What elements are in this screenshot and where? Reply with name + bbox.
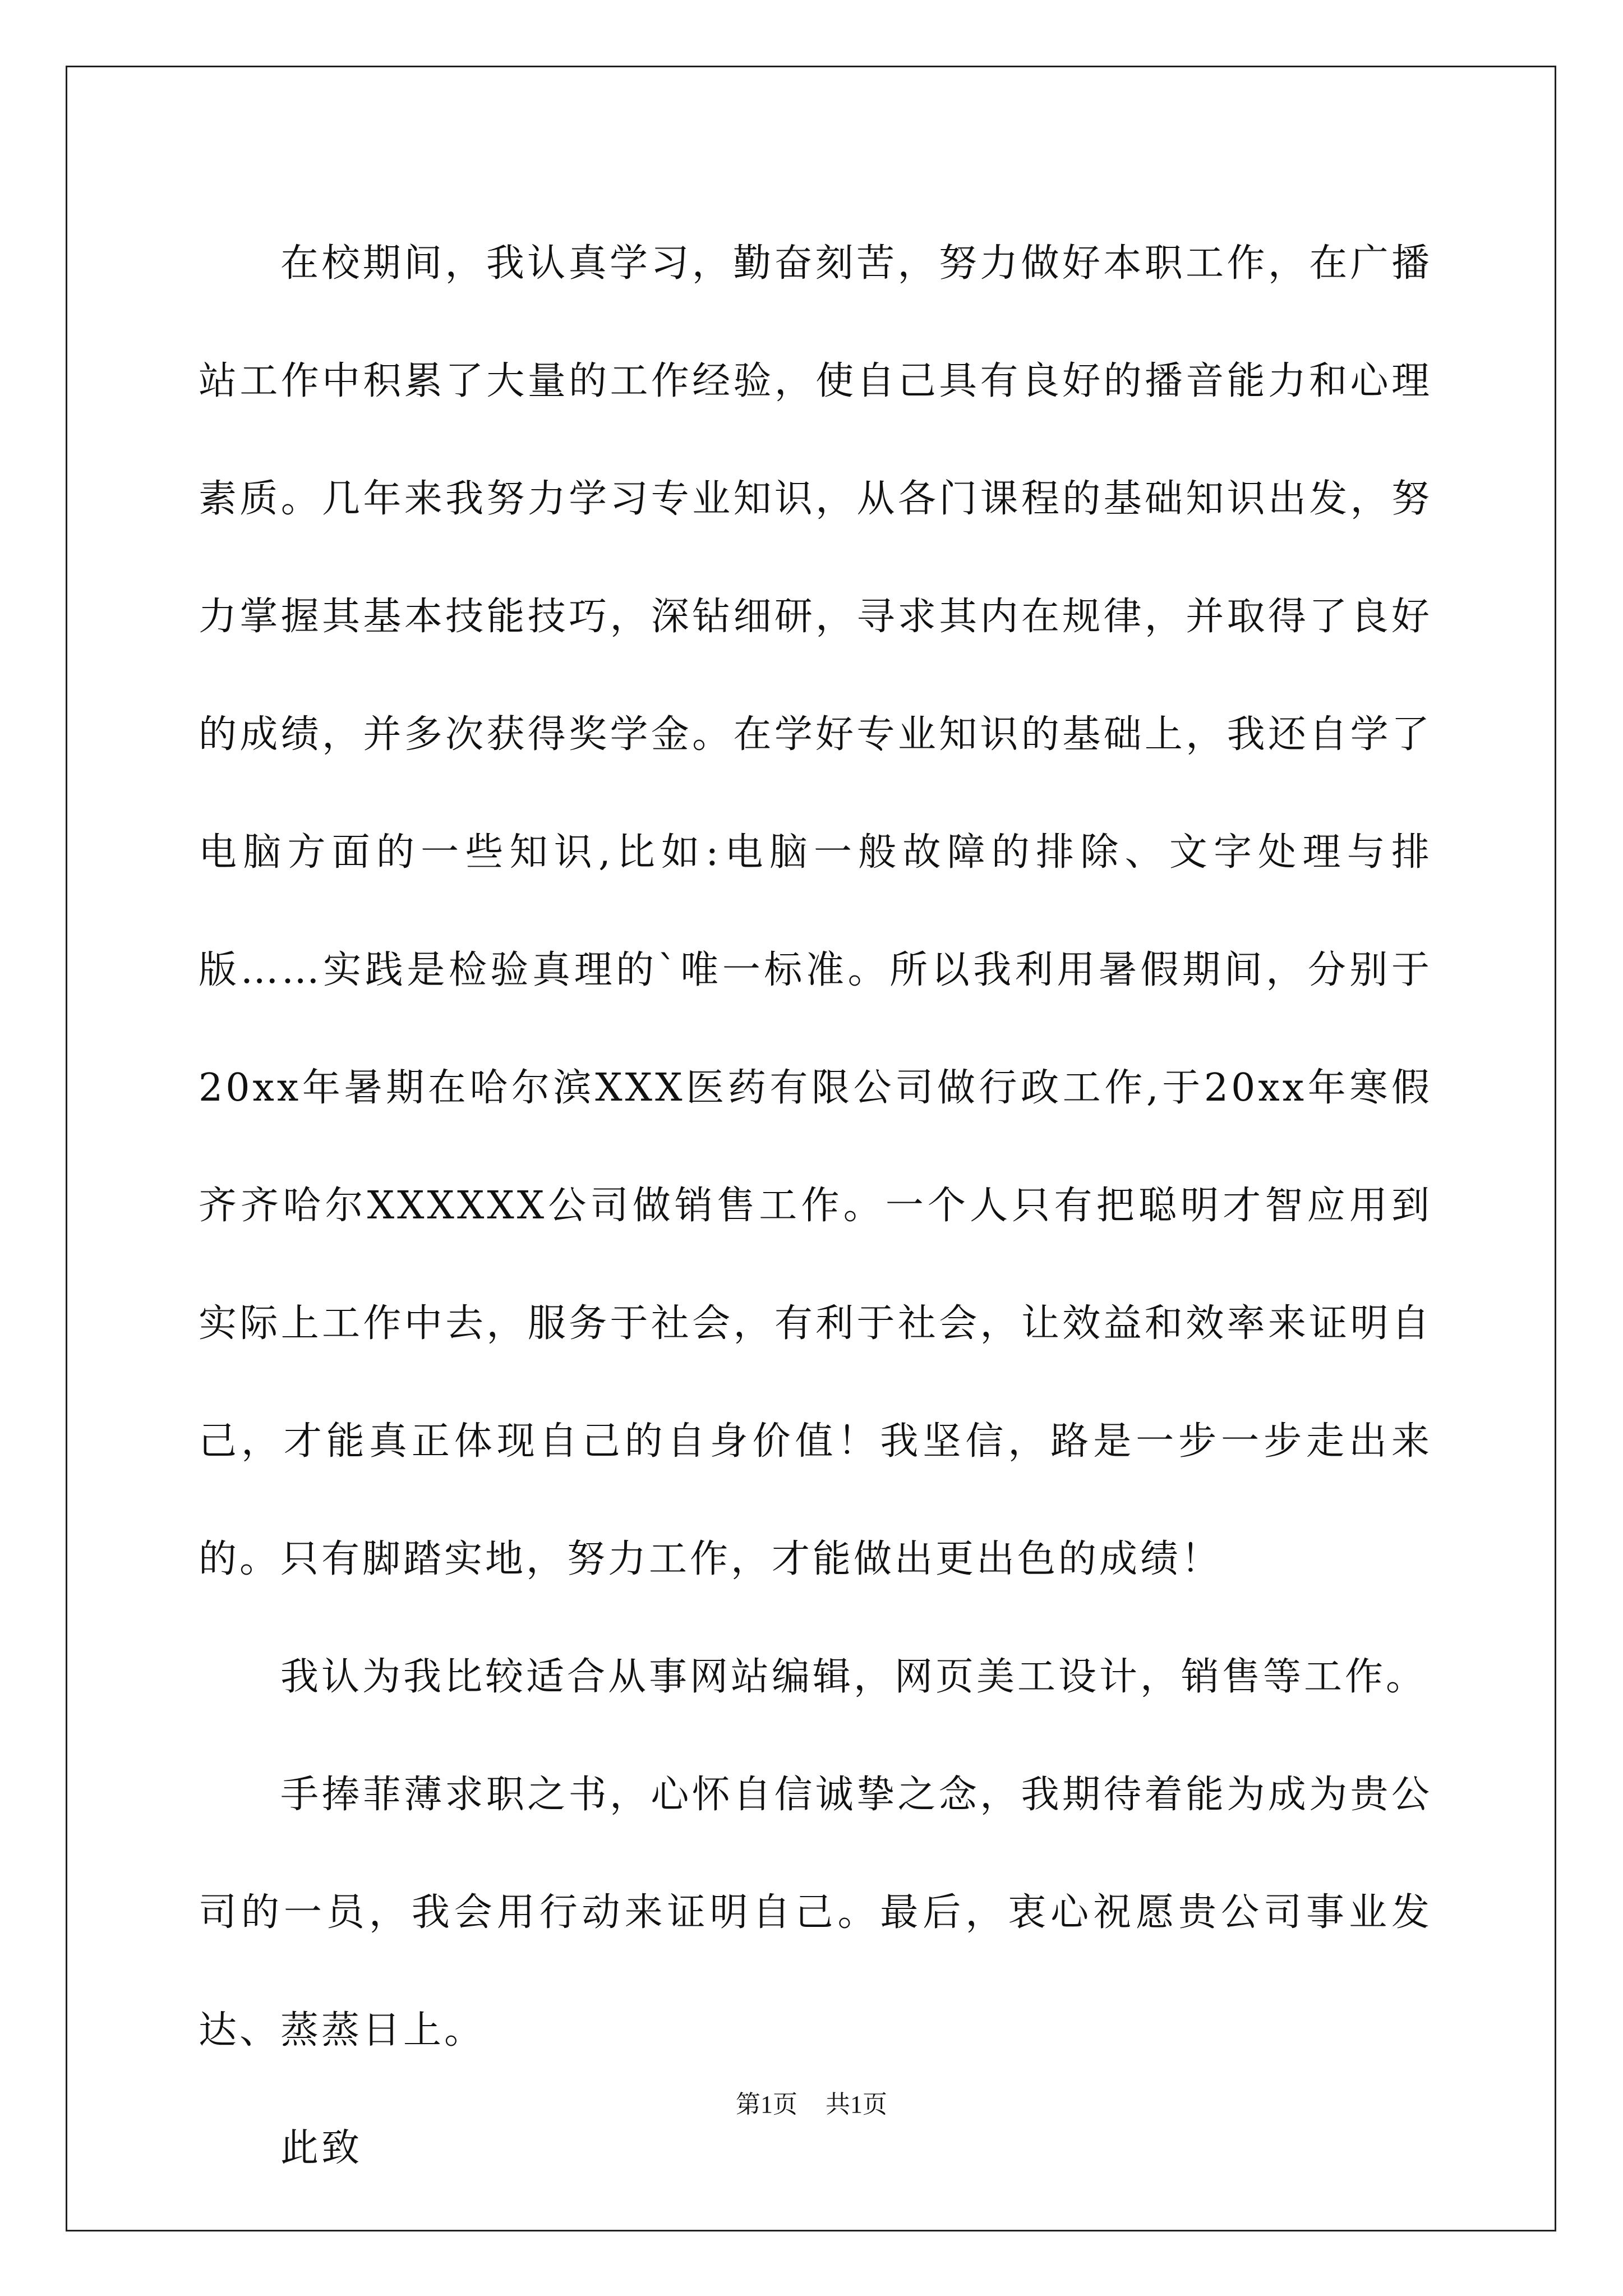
paragraph-experience: 在校期间，我认真学习，勤奋刻苦，努力做好本职工作，在广播站工作中积累了大量的工作经验，使自己具有良好的播音能力和心理素质。几年来我努力学习专业知识，从各门课程的基础知识出发，努力掌握其基本技能技巧，深钻细研，寻求其内在规律，并取得了良好的成绩，并多次获得奖学金。在学好专业知识的基础上，我还自学了电脑方面的一些知识,比如:电脑一般故障的排除、文字处理与排版……实践是检验真理的`唯一标准。所以我利用暑假期间，分别于20xx年暑期在哈尔滨XXX医药有限公司做行政工作,于20xx年寒假齐齐哈尔XXXXXX公司做销售工作。一个人只有把聪明才智应用到实际上工作中去，服务于社会，有利于社会，让效益和效率来证明自己，才能真正体现自己的自身价值！我坚信，路是一步一步走出来的。只有脚踏实地，努力工作，才能做出更出色的成绩！ bbox=[199, 241, 1432, 1581]
paragraph-career-fit: 我认为我比较适合从事网站编辑，网页美工设计，销售等工作。 bbox=[280, 1655, 1427, 1699]
salutation-closing: 此致 bbox=[280, 2126, 363, 2170]
page-number-current: 第1页 bbox=[736, 2091, 797, 2118]
page-footer bbox=[0, 2088, 1623, 2122]
page-number-total: 共1页 bbox=[826, 2091, 887, 2118]
paragraph-closing: 手捧菲薄求职之书，心怀自信诚挚之念，我期待着能为成为贵公司的一员，我会用行动来证明自己。最后，衷心祝愿贵公司事业发达、蒸蒸日上。 bbox=[199, 1773, 1432, 2053]
letter-body bbox=[199, 205, 1432, 2207]
